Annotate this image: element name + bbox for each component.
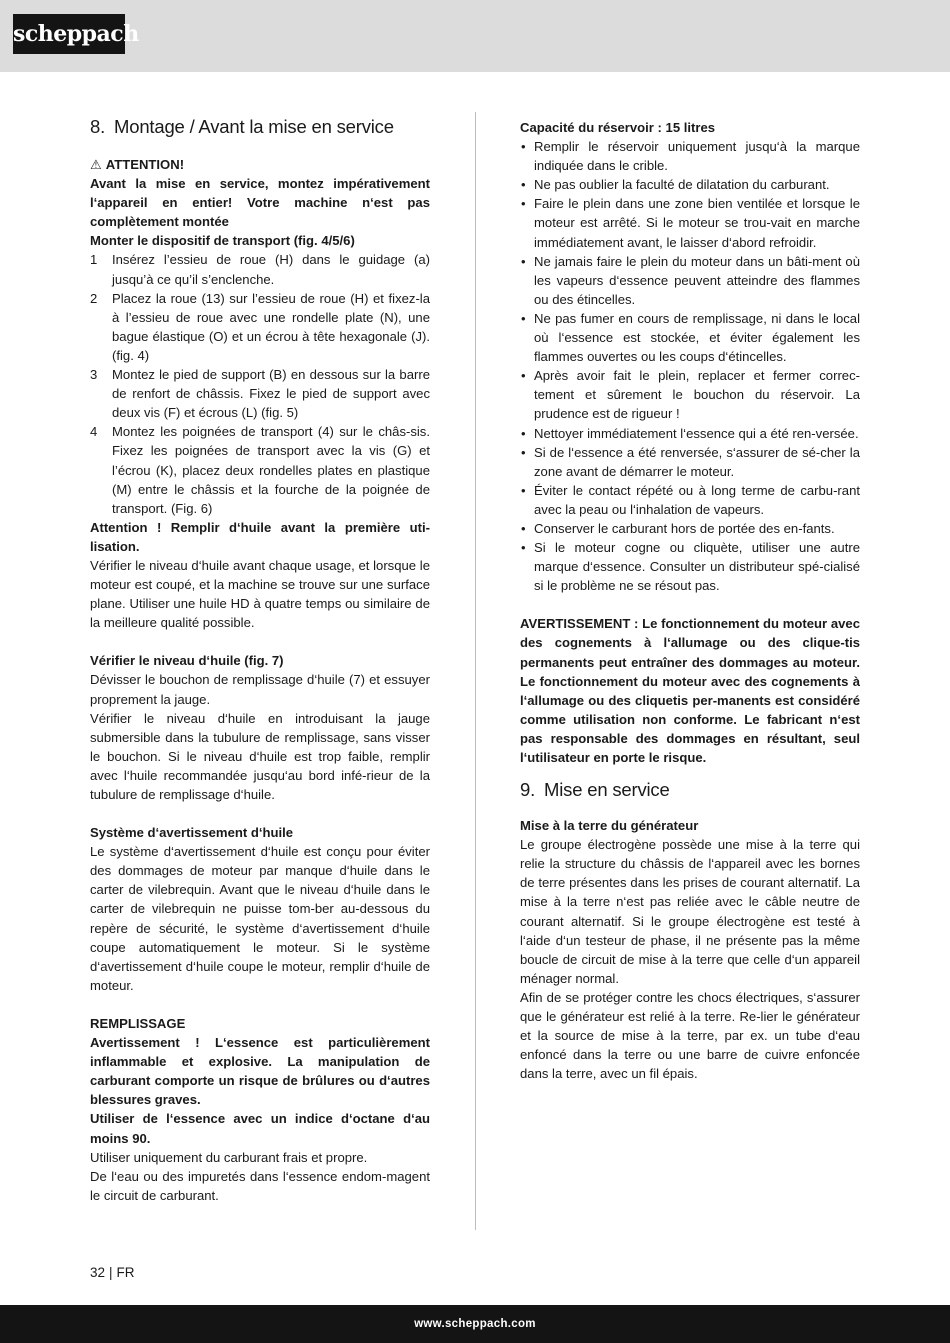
step-text: Montez le pied de support (B) en dessous sur la barre de renfort de châssis. Fixez le pied de support avec deux vis (F) et écrous (L) (fig. 5) bbox=[112, 367, 430, 421]
oil-text: Vérifier le niveau d‘huile avant chaque usage, et lorsque le moteur est coupé, et la machine se trouve sur une surface plane. Utiliser une huile HD à quatre temps ou similaire de la meilleure qualité possible. bbox=[90, 557, 430, 631]
page-number bbox=[90, 1265, 135, 1280]
page-footer bbox=[0, 1305, 950, 1343]
page-header bbox=[0, 0, 950, 72]
bullet-icon: • bbox=[521, 425, 526, 441]
section-8-heading: Montage / Avant la mise en service bbox=[114, 116, 394, 137]
fill-text-1: Utiliser uniquement du carburant frais et propre. bbox=[90, 1149, 368, 1165]
bullet-text: Ne jamais faire le plein du moteur dans un bâti-ment où les vapeurs d‘essence peuvent atteindre des flammes ou des étincelles. bbox=[534, 253, 860, 307]
bullet-icon: • bbox=[521, 540, 526, 556]
right-column bbox=[520, 118, 860, 1083]
fill-text-2: De l‘eau ou des impuretés dans l‘essence endom-magent le circuit de carburant. bbox=[90, 1168, 430, 1203]
tank-capacity-heading: Capacité du réservoir : 15 litres bbox=[520, 120, 716, 135]
bullet-icon: • bbox=[521, 368, 526, 384]
bullet-text: Si le moteur cogne ou cliquète, utiliser une autre marque d‘essence. Consulter un distributeur spé-cialisé si le problème ne se résout pas. bbox=[534, 540, 860, 594]
check-oil-heading: Vérifier le niveau d‘huile (fig. 7) bbox=[90, 653, 284, 669]
step-text: Insérez l’essieu de roue (H) dans le guidage (a) jusqu’à ce qu’il s’enclenche. bbox=[112, 252, 430, 287]
bullet-text: Ne pas fumer en cours de remplissage, ni dans le local où l‘essence est stockée, et éviter également les flammes ouvertes ou les coups d‘étincelles. bbox=[534, 310, 860, 365]
spacer bbox=[90, 995, 430, 1014]
oil-attention: Attention ! Remplir d‘huile avant la première uti-lisation. bbox=[90, 519, 430, 554]
section-9-number: 9. bbox=[520, 779, 536, 801]
scheppach-logo: scheppach bbox=[13, 14, 125, 54]
bullet-icon: • bbox=[521, 520, 526, 536]
list-item bbox=[90, 365, 430, 422]
knocking-warning: AVERTISSEMENT : Le fonctionnement du moteur avec des cognements à l‘allumage ou des clique-tis permanents peut entraîner des dommages au moteur. Le fonctionnement du moteur avec des cognements à l‘allumage ou des cliquetis per-manents est considéré comme utilisation non conforme. Le fabricant n‘est pas responsable des dommages en résultant, seul l‘utilisateur en porte le risque. bbox=[520, 616, 860, 765]
section-8-title bbox=[90, 114, 430, 140]
bullet-text: Éviter le contact répété ou à long terme de carbu-rant avec la peau ou l‘inhalation de vapeurs. bbox=[534, 482, 860, 517]
attention-text: Avant la mise en service, montez impérativement l‘appareil en entier! Votre machine n‘est pas complètement montée bbox=[90, 176, 430, 230]
spacer bbox=[520, 595, 860, 614]
oil-alarm-text: Le système d‘avertissement d‘huile est conçu pour éviter des dommages de moteur par manque d‘huile dans le carter de vilebrequin. Avant que le niveau d‘huile dans le carter de vilebrequin ne puisse tom-ber au-dessous du repère de sécurité, le système d‘avertissement d‘huile coupe automatiquement le moteur. Si le système d‘avertissement d‘huile coupe le moteur, remplir d‘huile de moteur. bbox=[90, 844, 430, 993]
list-item bbox=[520, 137, 860, 175]
grounding-text-2: Afin de se protéger contre les chocs électriques, s‘assurer que le générateur est relié à la terre. Re-lier le générateur et la source de mise à la terre, par ex. un tube d‘eau enfoncé dans la terre ou une barre de cuivre enfoncée dans la terre, avec un fil épais. bbox=[520, 989, 860, 1082]
check-oil-text-2: Vérifier le niveau d‘huile en introduisant la jauge submersible dans la tubulure de remplissage, sans visser le bouchon. Si le niveau d‘huile est trop faible, remplir avec l‘huile recommandée jusqu‘au bord infé-rieur de la tubulure de remplissage d‘huile. bbox=[90, 710, 430, 802]
step-text: Montez les poignées de transport (4) sur le châs-sis. Fixez les poignées de transport avec la vis (G) et l’écrou (K), placez deux rondelles plates en plastique (M) entre le châssis et la fourche de la poignée de transport. (Fig. 6) bbox=[112, 424, 430, 516]
list-item bbox=[520, 481, 860, 519]
list-item bbox=[520, 194, 860, 251]
list-item bbox=[520, 175, 860, 194]
grounding-text-1: Le groupe électrogène possède une mise à la terre qui relie la structure du châssis de l‘appareil avec les bornes de terre présentes dans les prises de courant alternatif. La mise à la terre n‘est pas reliée avec le câble neutre de courant alternatif. Si le groupe électrogène est testé à l‘aide d‘un testeur de phase, il ne présente pas la même boucle de circuit de mise à la terre que celle d‘un appareil ménager normal. bbox=[520, 837, 860, 986]
bullet-text: Faire le plein dans une zone bien ventilée et lorsque le moteur est arrêté. Si le moteur se trou-vait en marche immédiatement avant, le laisser d‘abord refroidir. bbox=[534, 196, 860, 250]
list-item bbox=[520, 538, 860, 595]
bullet-icon: • bbox=[521, 196, 526, 212]
bullet-text: Après avoir fait le plein, replacer et fermer correc-tement et sûrement le bouchon du réservoir. La prudence est de rigueur ! bbox=[534, 368, 860, 422]
list-item bbox=[90, 250, 430, 288]
bullet-icon: • bbox=[521, 482, 526, 498]
fill-octane: Utiliser de l‘essence avec un indice d‘octane d‘au moins 90. bbox=[90, 1111, 430, 1146]
step-text: Placez la roue (13) sur l’essieu de roue (H) et fixez-la à l’essieu de roue avec une rondelle plate (N), une bague élastique (O) et un écrou à tête hexagonale (J). (fig. 4) bbox=[112, 290, 430, 363]
warning-triangle-icon: ⚠ bbox=[90, 157, 102, 172]
list-item bbox=[520, 424, 860, 443]
bullet-text: Conserver le carburant hors de portée des en-fants. bbox=[534, 520, 835, 536]
spacer bbox=[90, 632, 430, 651]
page-language: FR bbox=[116, 1265, 135, 1280]
step-number: 2 bbox=[90, 290, 98, 306]
bullet-text: Remplir le réservoir uniquement jusqu‘à la marque indiquée dans le crible. bbox=[534, 139, 860, 174]
bullet-text: Nettoyer immédiatement l‘essence qui a été ren-versée. bbox=[534, 425, 859, 441]
list-item bbox=[90, 289, 430, 365]
transport-steps bbox=[90, 250, 430, 517]
bullet-icon: • bbox=[521, 444, 526, 460]
bullet-icon: • bbox=[521, 139, 526, 155]
section-8-number: 8. bbox=[90, 116, 106, 137]
list-item bbox=[520, 443, 860, 481]
section-9-heading: Mise en service bbox=[544, 779, 670, 801]
column-divider bbox=[475, 112, 476, 1230]
section-9-title bbox=[520, 777, 860, 803]
fill-heading: REMPLISSAGE bbox=[90, 1015, 186, 1031]
oil-alarm-heading: Système d‘avertissement d‘huile bbox=[90, 825, 294, 841]
attention-label: ATTENTION! bbox=[105, 157, 185, 172]
list-item bbox=[520, 309, 860, 366]
list-item bbox=[520, 519, 860, 538]
page-separator: | bbox=[109, 1265, 113, 1280]
fuel-bullets bbox=[520, 137, 860, 595]
step-number: 1 bbox=[90, 252, 98, 268]
bullet-icon: • bbox=[521, 177, 526, 193]
attention-line bbox=[90, 155, 430, 174]
spacer bbox=[90, 804, 430, 823]
transport-heading: Monter le dispositif de transport (fig. 4/5/6) bbox=[90, 233, 355, 249]
bullet-icon: • bbox=[521, 253, 526, 269]
page-number-value: 32 bbox=[90, 1265, 106, 1280]
step-number: 3 bbox=[90, 367, 98, 383]
check-oil-text-1: Dévisser le bouchon de remplissage d‘huile (7) et essuyer proprement la jauge. bbox=[90, 672, 430, 707]
bullet-text: Ne pas oublier la faculté de dilatation du carburant. bbox=[534, 177, 830, 193]
grounding-heading: Mise à la terre du générateur bbox=[520, 818, 699, 834]
left-column bbox=[90, 114, 430, 1205]
bullet-text: Si de l‘essence a été renversée, s‘assurer de sé-cher la zone avant de démarrer le moteur. bbox=[534, 444, 860, 479]
list-item bbox=[90, 422, 430, 517]
list-item bbox=[520, 366, 860, 423]
bullet-icon: • bbox=[521, 310, 526, 326]
step-number: 4 bbox=[90, 424, 98, 440]
spacer bbox=[520, 767, 860, 777]
footer-url[interactable]: www.scheppach.com bbox=[414, 1318, 536, 1330]
fill-warning: Avertissement ! L‘essence est particulièrement inflammable et explosive. La manipulation de carburant comporte un risque de brûlures ou d‘autres blessures graves. bbox=[90, 1035, 430, 1108]
list-item bbox=[520, 252, 860, 309]
